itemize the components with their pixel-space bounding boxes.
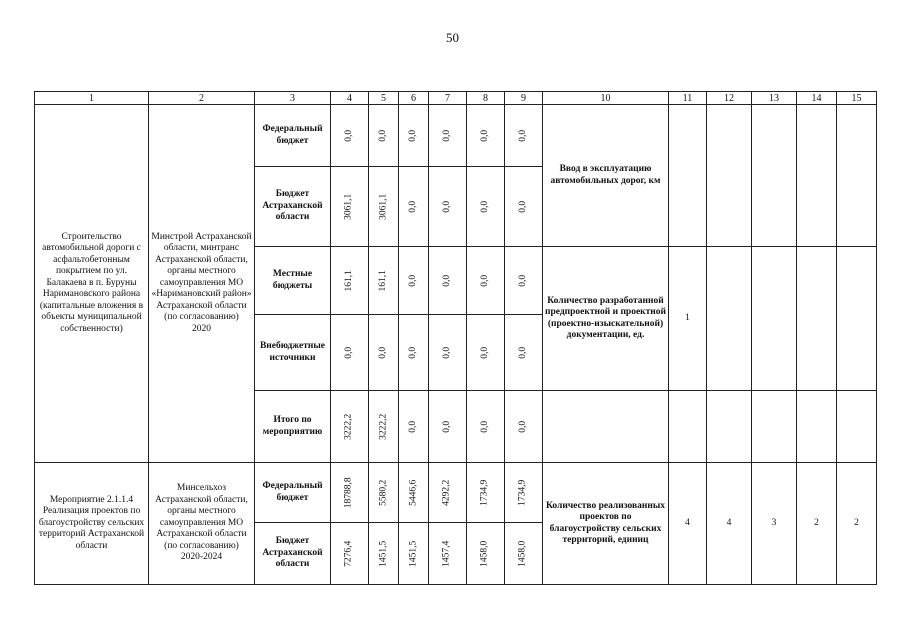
event-name: Строительство автомобильной дороги с асфальтобетонным покрытием по ул. Балакаева в п. Буруны Наримановского района (капитальные вложения в объекты муниципальной собственности) [35, 105, 149, 463]
value: 0,0 [407, 346, 418, 359]
value: 0,0 [441, 274, 452, 287]
value: 0,0 [407, 420, 418, 433]
value: 1451,5 [408, 540, 419, 567]
value: 0,0 [441, 420, 452, 433]
source-name: Внебюджетные источники [255, 315, 331, 391]
value: 0,0 [517, 420, 528, 433]
indicator-value [752, 105, 797, 247]
value: 1458,0 [517, 540, 528, 567]
col-number: 14 [797, 92, 837, 105]
source-name: Бюджет Астраханской области [255, 523, 331, 585]
value: 4292,2 [441, 479, 452, 506]
source-name: Федеральный бюджет [255, 463, 331, 523]
indicator-name: Ввод в эксплуатацию автомобильных дорог, км [543, 105, 669, 247]
col-number: 9 [505, 92, 543, 105]
value: 1734,9 [479, 479, 490, 506]
col-number: 2 [149, 92, 255, 105]
value: 0,0 [517, 129, 528, 142]
indicator-value: 2 [837, 463, 877, 585]
col-number: 7 [429, 92, 467, 105]
value: 3222,2 [378, 413, 389, 440]
indicator-name: Количество разработанной предпроектной и проектной (проектно-изыскательной) документации, ед. [543, 247, 669, 391]
indicator-name [543, 391, 669, 463]
value: 1451,5 [378, 540, 389, 567]
value: 161,1 [343, 269, 354, 292]
indicator-value [707, 247, 752, 391]
value: 0,0 [517, 274, 528, 287]
indicator-value [707, 105, 752, 247]
event-name: Мероприятие 2.1.1.4 Реализация проектов по благоустройству сельских территорий Астраханской области [35, 463, 149, 585]
col-number: 15 [837, 92, 877, 105]
value: 7276,4 [343, 540, 354, 567]
value: 3061,1 [343, 193, 354, 220]
page-number: 50 [446, 30, 459, 45]
indicator-value [837, 391, 877, 463]
indicator-value: 2 [797, 463, 837, 585]
value: 5446,6 [408, 479, 419, 506]
col-number: 10 [543, 92, 669, 105]
value: 0,0 [441, 129, 452, 142]
col-number: 5 [369, 92, 399, 105]
col-number: 6 [399, 92, 429, 105]
col-number: 11 [669, 92, 707, 105]
source-name: Местные бюджеты [255, 247, 331, 315]
value: 3222,2 [343, 413, 354, 440]
indicator-value [797, 391, 837, 463]
value: 0,0 [407, 200, 418, 213]
executor: Минстрой Астраханской области, минтранс Астраханской области, органы местного самоуправления МО «Наримановский район» Астраханской области (по согласованию) 2020 [149, 105, 255, 463]
indicator-value [797, 247, 837, 391]
indicator-value [752, 391, 797, 463]
table-row [35, 463, 877, 523]
value: 0,0 [479, 200, 490, 213]
indicator-value [707, 391, 752, 463]
value: 18788,8 [343, 477, 354, 508]
col-number: 4 [331, 92, 369, 105]
value: 161,1 [377, 269, 388, 292]
value: 0,0 [343, 346, 354, 359]
indicator-value [837, 105, 877, 247]
indicator-value: 3 [752, 463, 797, 585]
value: 1458,0 [479, 540, 490, 567]
indicator-value: 4 [707, 463, 752, 585]
source-name: Бюджет Астраханской области [255, 167, 331, 247]
value: 0,0 [479, 346, 490, 359]
col-number: 12 [707, 92, 752, 105]
indicator-name: Количество реализованных проектов по благоустройству сельских территорий, единиц [543, 463, 669, 585]
program-table [34, 91, 877, 585]
value: 0,0 [407, 129, 418, 142]
executor: Минсельхоз Астраханской области, органы местного самоуправления МО Астраханской области (по согласованию) 2020-2024 [149, 463, 255, 585]
indicator-value [797, 105, 837, 247]
value: 5580,2 [378, 479, 389, 506]
indicator-value [837, 247, 877, 391]
value: 0,0 [441, 346, 452, 359]
col-number: 3 [255, 92, 331, 105]
value: 0,0 [377, 346, 388, 359]
value: 0,0 [441, 200, 452, 213]
source-name: Федеральный бюджет [255, 105, 331, 167]
value: 1734,9 [517, 479, 528, 506]
value: 0,0 [479, 129, 490, 142]
value: 0,0 [479, 274, 490, 287]
table-row [35, 105, 877, 167]
value: 1457,4 [441, 540, 452, 567]
value: 0,0 [377, 129, 388, 142]
col-number: 8 [467, 92, 505, 105]
col-number: 13 [752, 92, 797, 105]
indicator-value [669, 391, 707, 463]
value: 3061,1 [378, 193, 389, 220]
value: 0,0 [517, 200, 528, 213]
value: 0,0 [479, 420, 490, 433]
value: 0,0 [517, 346, 528, 359]
col-number: 1 [35, 92, 149, 105]
value: 0,0 [343, 129, 354, 142]
source-name: Итого по мероприятию [255, 391, 331, 463]
column-numbers-row [35, 92, 877, 105]
value: 0,0 [407, 274, 418, 287]
indicator-value [752, 247, 797, 391]
indicator-value: 1 [669, 247, 707, 391]
indicator-value [669, 105, 707, 247]
indicator-value: 4 [669, 463, 707, 585]
